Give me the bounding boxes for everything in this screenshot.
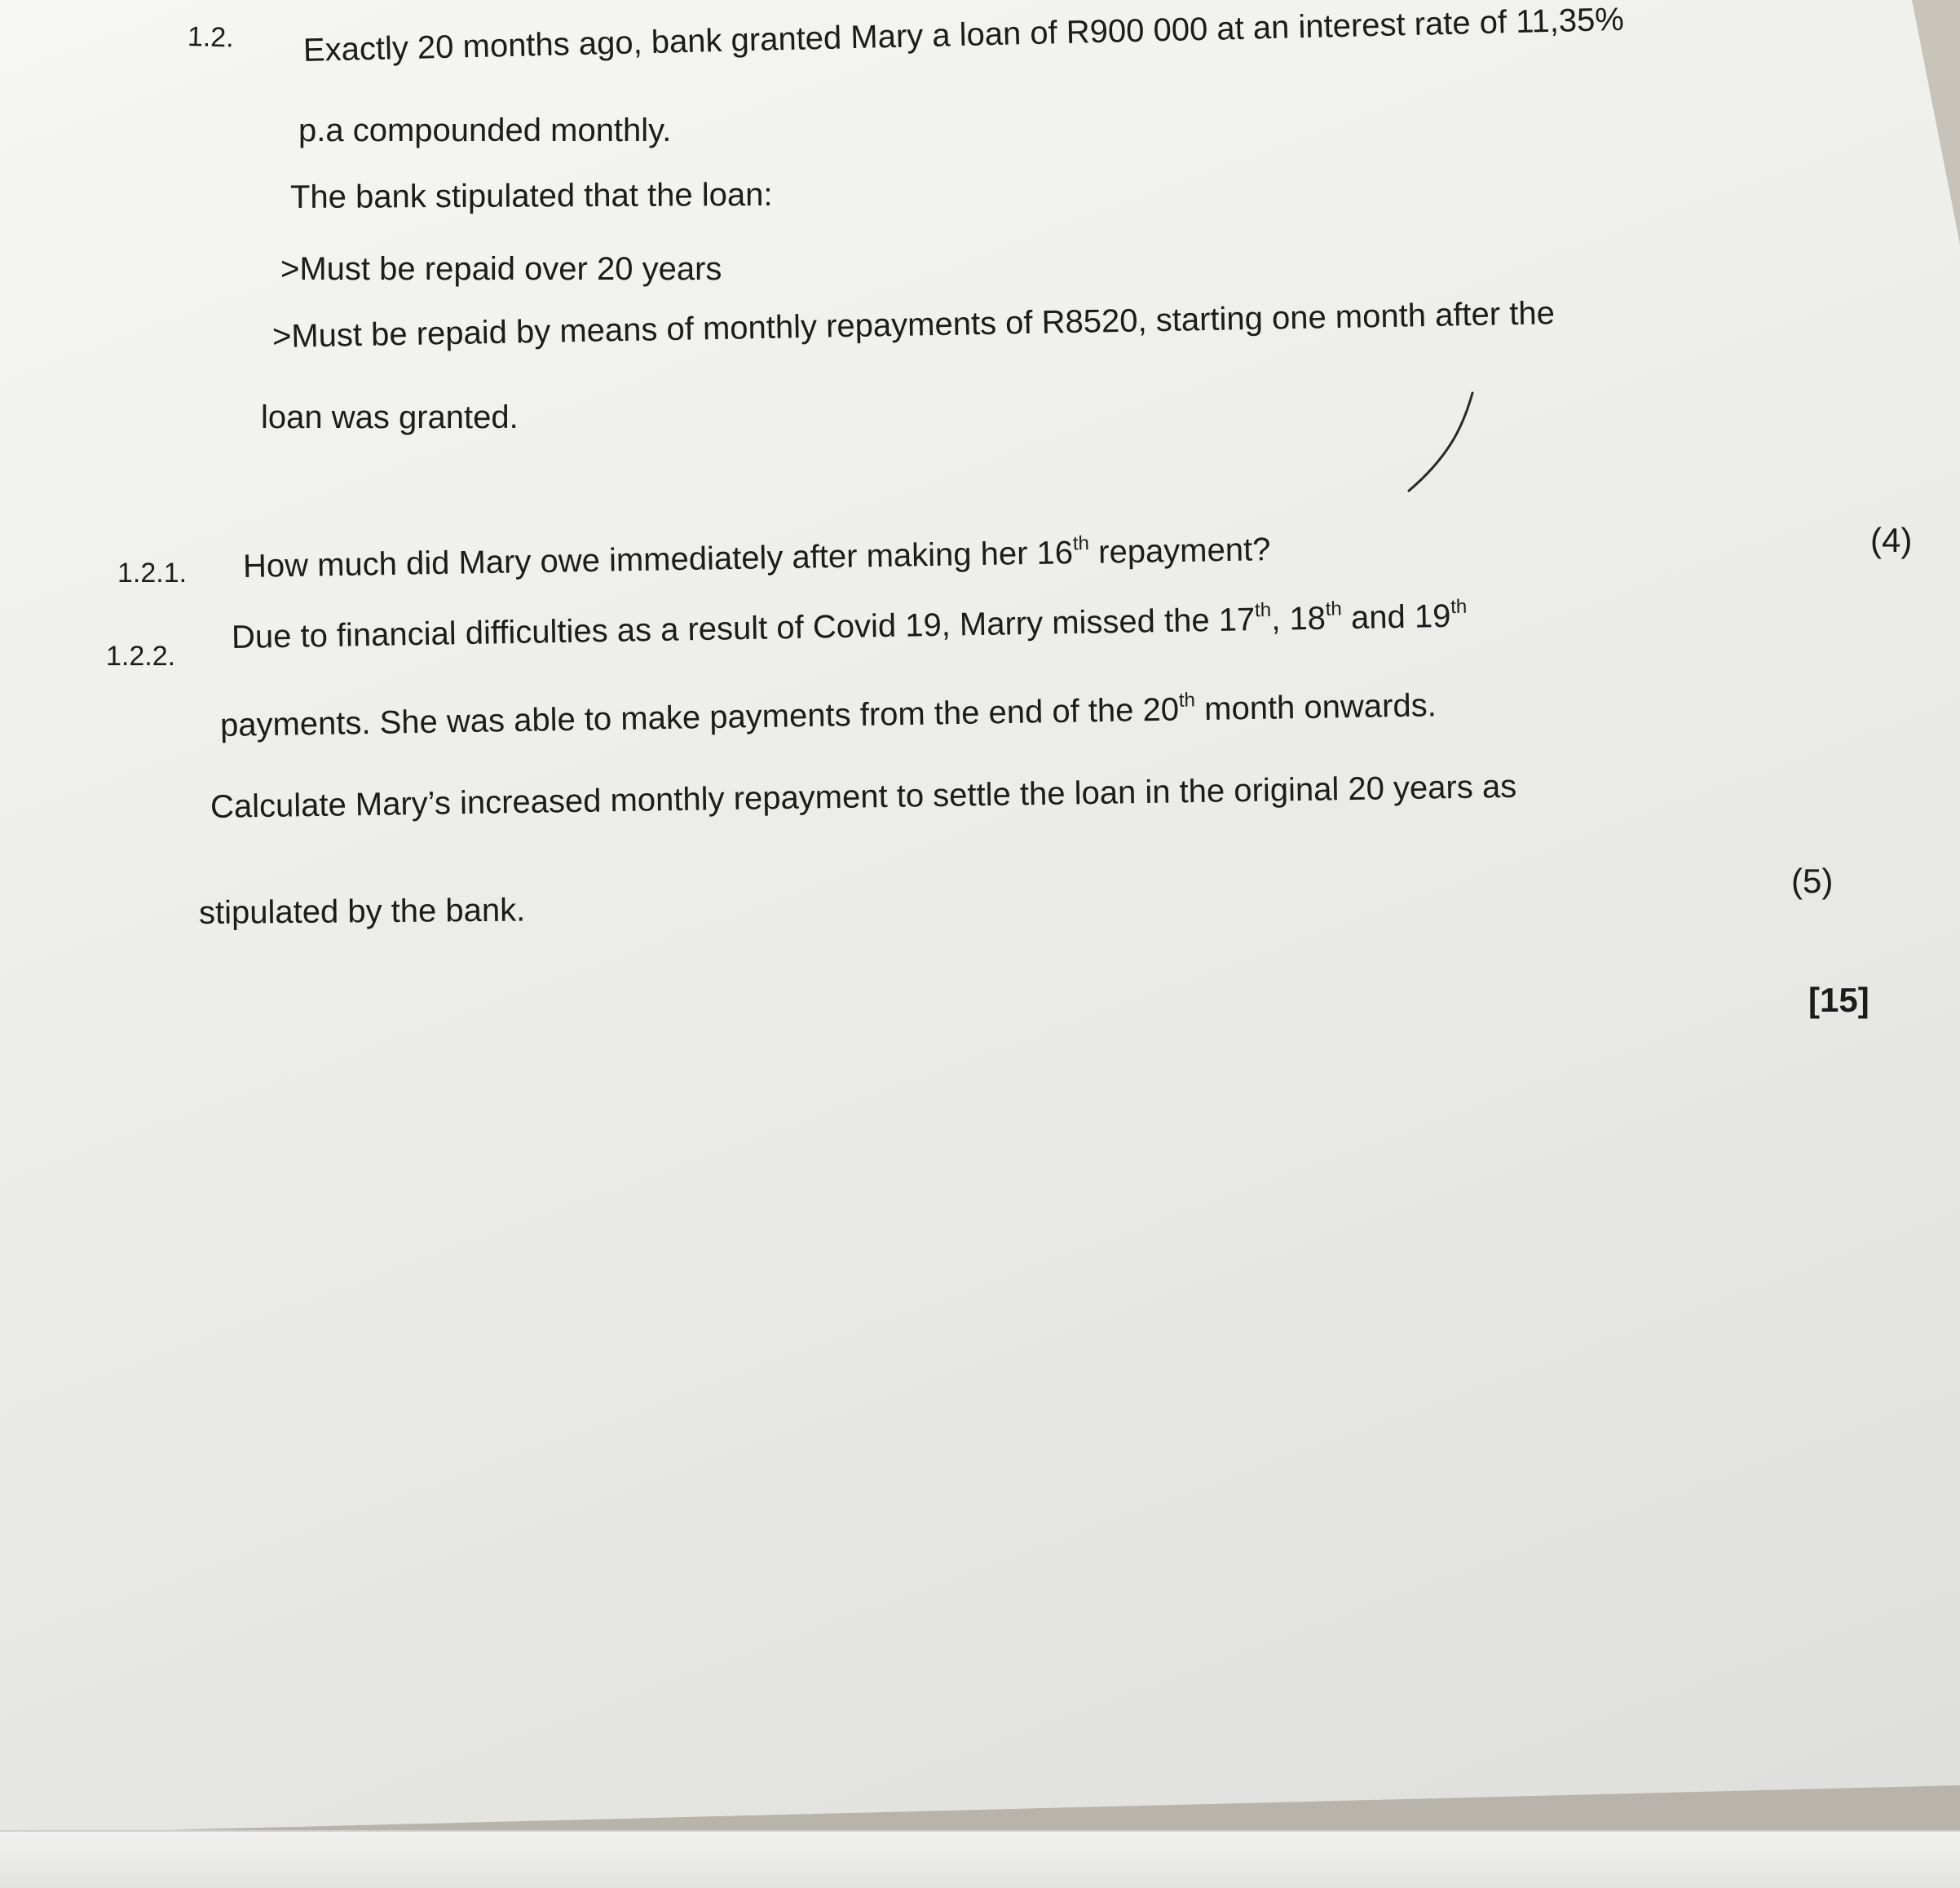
subquestion-1-text-b: repayment? bbox=[1088, 532, 1271, 571]
subquestion-2-marks: (5) bbox=[1791, 862, 1834, 900]
stipulation-heading: The bank stipulated that the loan: bbox=[289, 176, 773, 215]
subquestion-2-line-2-b: month onwards. bbox=[1194, 687, 1437, 728]
subquestion-2-line-2 bbox=[220, 689, 1437, 742]
superscript-th: th bbox=[1325, 598, 1343, 620]
subquestion-2-line-1 bbox=[231, 595, 1468, 655]
superscript-th: th bbox=[1072, 532, 1090, 555]
superscript-th: th bbox=[1254, 598, 1272, 622]
subquestion-2-line-3: Calculate Mary’s increased monthly repayment to settle the loan in the original 20 years as bbox=[210, 768, 1517, 825]
question-number: 1.2. bbox=[187, 21, 235, 54]
subquestion-1-text-a: How much did Mary owe immediately after making her 16 bbox=[242, 535, 1074, 584]
subquestion-1-text bbox=[243, 533, 1271, 583]
subquestion-1-marks: (4) bbox=[1870, 521, 1913, 559]
subquestion-2-line-1-c: and 19 bbox=[1341, 598, 1451, 637]
subquestion-1-number: 1.2.1. bbox=[117, 558, 188, 589]
subquestion-2-line-4: stipulated by the bank. bbox=[198, 892, 526, 931]
superscript-th: th bbox=[1450, 595, 1468, 619]
subquestion-2-line-1-a: Due to financial difficulties as a result of Covid 19, Marry missed the 17 bbox=[231, 602, 1256, 655]
subquestion-2-line-2-a: payments. She was able to make payments from the end of the 20 bbox=[219, 691, 1180, 743]
total-marks: [15] bbox=[1808, 981, 1870, 1019]
condition-2-line-1: >Must be repaid by means of monthly repayments of R8520, starting one month after the bbox=[271, 295, 1556, 355]
intro-line-2: p.a compounded monthly. bbox=[298, 112, 672, 148]
subquestion-2-number: 1.2.2. bbox=[106, 641, 176, 672]
superscript-th: th bbox=[1178, 689, 1196, 712]
subquestion-2-line-1-b: , 18 bbox=[1270, 600, 1327, 637]
condition-2-line-2: loan was granted. bbox=[261, 399, 519, 435]
intro-line-1: Exactly 20 months ago, bank granted Mary a loan of R900 000 at an interest rate of 11,35% bbox=[302, 1, 1625, 68]
pen-tick-mark bbox=[1401, 390, 1474, 496]
condition-1: >Must be repaid over 20 years bbox=[280, 251, 722, 287]
